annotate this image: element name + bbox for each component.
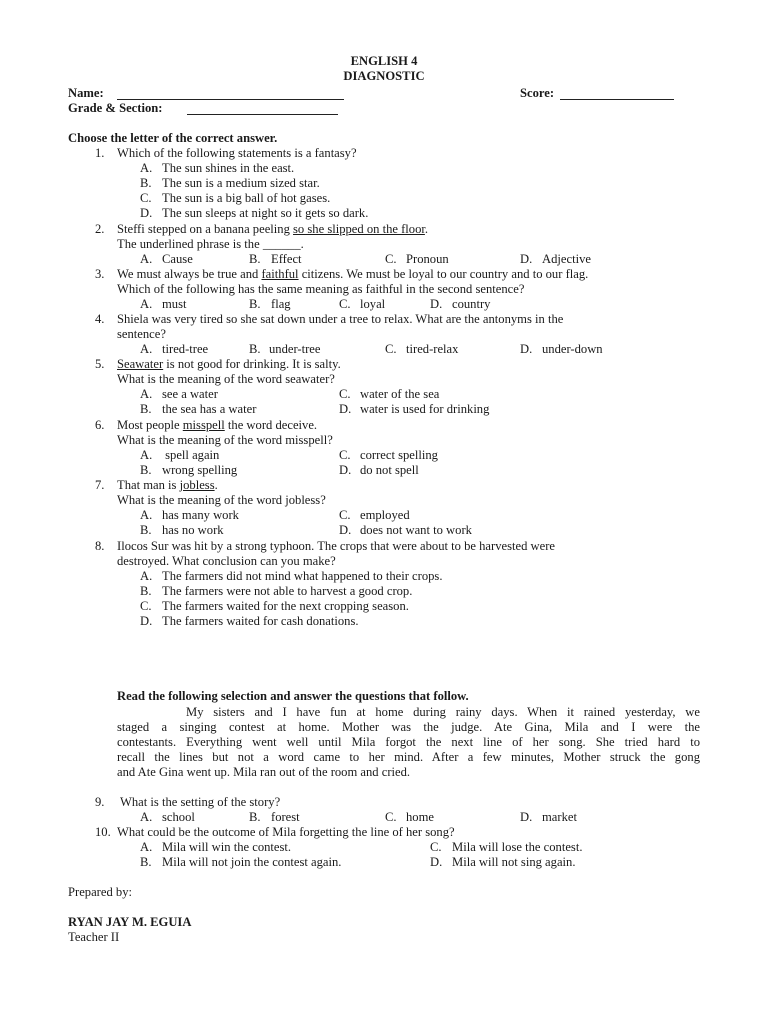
q4-option-text: tired-relax <box>406 342 459 356</box>
q4-option-text: under-down <box>542 342 603 356</box>
q9-text: What is the setting of the story? <box>120 795 281 809</box>
q1-option-letter: B. <box>140 176 152 190</box>
q4-option-letter: A. <box>140 342 153 356</box>
q3-number: 3. <box>95 267 105 281</box>
passage-line: staged a singing contest at home. Mother was the judge. Ate Gina, Mila and I were the <box>117 720 700 734</box>
q7-option-letter: C. <box>339 508 351 522</box>
q6-option-text: spell again <box>162 448 220 462</box>
q9-option-letter: A. <box>140 810 153 824</box>
q6-option-letter: D. <box>339 463 352 477</box>
q7-text-after: . <box>214 478 218 492</box>
q7-option-letter: D. <box>339 523 352 537</box>
q8-option-letter: C. <box>140 599 152 613</box>
q5-option-letter: D. <box>339 402 352 416</box>
q4-option-letter: D. <box>520 342 533 356</box>
document-subtitle: DIAGNOSTIC <box>343 69 425 83</box>
q4-option-text: tired-tree <box>162 342 209 356</box>
q3-option-letter: D. <box>430 297 443 311</box>
q2-option-letter: A. <box>140 252 153 266</box>
q4-option-letter: B. <box>249 342 261 356</box>
q6-number: 6. <box>95 418 105 432</box>
q2-option-letter: B. <box>249 252 261 266</box>
q5-option-letter: A. <box>140 387 153 401</box>
q7-option-text: has many work <box>162 508 239 522</box>
q10-option-letter: B. <box>140 855 152 869</box>
q3-text-before: We must always be true and <box>117 267 262 281</box>
q2-line2: The underlined phrase is the ______. <box>117 237 304 251</box>
q6-text-after: the word deceive. <box>224 418 318 432</box>
q9-number: 9. <box>95 795 105 809</box>
q6-option-letter: C. <box>339 448 351 462</box>
q4-line1: Shiela was very tired so she sat down under a tree to relax. What are the antonyms in the <box>117 312 564 326</box>
q3-option-text: country <box>452 297 491 311</box>
q1-option-text: The sun is a big ball of hot gases. <box>162 191 331 205</box>
q1-option-letter: A. <box>140 161 153 175</box>
q2-text-after: . <box>424 222 429 236</box>
q2-option-text: Pronoun <box>406 252 449 266</box>
passage-line: My sisters and I have fun at home during rainy days. When it rained yesterday, we <box>186 705 700 719</box>
passage-line: and Ate Gina went up. Mila ran out of the room and cried. <box>117 765 411 779</box>
q5-option-text: the sea has a water <box>162 402 257 416</box>
teacher-title: Teacher II <box>68 930 120 944</box>
q2-number: 2. <box>95 222 105 236</box>
q4-option-letter: C. <box>385 342 397 356</box>
q10-option-text: Mila will win the contest. <box>162 840 292 854</box>
part2-instruction: Read the following selection and answer the questions that follow. <box>117 689 469 703</box>
q8-option-text: The farmers did not mind what happened to their crops. <box>162 569 443 583</box>
q7-line2: What is the meaning of the word jobless? <box>117 493 326 507</box>
q8-option-letter: A. <box>140 569 153 583</box>
q10-option-letter: D. <box>430 855 443 869</box>
q10-option-text: Mila will not join the contest again. <box>162 855 342 869</box>
q2-text <box>117 222 428 237</box>
q2-option-text: Effect <box>271 252 302 266</box>
name-field[interactable] <box>117 99 344 100</box>
prepared-by-label: Prepared by: <box>68 885 132 899</box>
q5-text-after: is not good for drinking. It is salty. <box>163 357 341 371</box>
q5-option-letter: C. <box>339 387 351 401</box>
q3-option-text: must <box>162 297 187 311</box>
q9-option-text: home <box>406 810 434 824</box>
q1-option-text: The sun shines in the east. <box>162 161 295 175</box>
passage-line: recall the lines but not a word came to her mind. After a few minutes, Mother struck the gong <box>117 750 700 764</box>
name-label: Name: <box>68 86 104 100</box>
q5-number: 5. <box>95 357 105 371</box>
q5-underlined-word: Seawater <box>117 357 164 371</box>
grade-section-label: Grade & Section: <box>68 101 163 115</box>
q9-option-letter: B. <box>249 810 261 824</box>
q8-line1: Ilocos Sur was hit by a strong typhoon. The crops that were about to be harvested were <box>117 539 555 553</box>
q6-option-text: do not spell <box>360 463 419 477</box>
q1-text: Which of the following statements is a fantasy? <box>117 146 357 160</box>
q9-option-letter: D. <box>520 810 533 824</box>
q8-option-text: The farmers waited for the next cropping season. <box>162 599 409 613</box>
q10-option-text: Mila will lose the contest. <box>452 840 583 854</box>
q6-underlined-word: misspell <box>182 418 225 432</box>
q3-option-letter: A. <box>140 297 153 311</box>
q5-option-text: water of the sea <box>360 387 440 401</box>
q7-text <box>117 478 218 493</box>
q3-option-text: flag <box>271 297 291 311</box>
q5-text <box>117 357 341 372</box>
q7-underlined-word: jobless <box>179 478 215 492</box>
q1-number: 1. <box>95 146 105 160</box>
score-label: Score: <box>520 86 555 100</box>
q1-option-text: The sun is a medium sized star. <box>162 176 320 190</box>
q6-line2: What is the meaning of the word misspell? <box>117 433 333 447</box>
q1-option-letter: C. <box>140 191 152 205</box>
document-title: ENGLISH 4 <box>350 54 418 68</box>
q7-option-letter: A. <box>140 508 153 522</box>
q6-option-text: correct spelling <box>360 448 438 462</box>
q6-option-letter: A. <box>140 448 153 462</box>
q8-option-text: The farmers were not able to harvest a good crop. <box>162 584 413 598</box>
score-field[interactable] <box>560 99 674 100</box>
q2-underlined-phrase: so she slipped on the floor <box>293 222 425 236</box>
q10-number: 10. <box>95 825 111 839</box>
q10-text: What could be the outcome of Mila forgetting the line of her song? <box>117 825 455 839</box>
q7-option-letter: B. <box>140 523 152 537</box>
q5-option-text: water is used for drinking <box>360 402 490 416</box>
q9-option-text: school <box>162 810 195 824</box>
q4-option-text: under-tree <box>269 342 321 356</box>
teacher-name: RYAN JAY M. EGUIA <box>68 915 192 929</box>
q3-option-letter: C. <box>339 297 351 311</box>
q7-option-text: does not want to work <box>360 523 472 537</box>
q8-line2: destroyed. What conclusion can you make? <box>117 554 336 568</box>
q10-option-text: Mila will not sing again. <box>452 855 576 869</box>
q8-option-text: The farmers waited for cash donations. <box>162 614 359 628</box>
q3-option-letter: B. <box>249 297 261 311</box>
q1-option-letter: D. <box>140 206 153 220</box>
q2-option-letter: C. <box>385 252 397 266</box>
q7-number: 7. <box>95 478 105 492</box>
q2-option-text: Cause <box>162 252 193 266</box>
grade-section-field[interactable] <box>187 114 338 115</box>
q7-option-text: employed <box>360 508 410 522</box>
passage-line: contestants. Everything went well until Mila forgot the next line of her song. She tried hard to <box>117 735 700 749</box>
q4-number: 4. <box>95 312 105 326</box>
q5-option-text: see a water <box>162 387 218 401</box>
q3-text-after: citizens. We must be loyal to our country and to our flag. <box>298 267 589 281</box>
q5-line2: What is the meaning of the word seawater? <box>117 372 335 386</box>
q7-option-text: has no work <box>162 523 224 537</box>
q6-text <box>117 418 317 433</box>
q2-option-text: Adjective <box>542 252 591 266</box>
q9-option-text: market <box>542 810 577 824</box>
q2-option-letter: D. <box>520 252 533 266</box>
q10-option-letter: A. <box>140 840 153 854</box>
q7-text-before: That man is <box>117 478 180 492</box>
q10-option-letter: C. <box>430 840 442 854</box>
q8-number: 8. <box>95 539 105 553</box>
q6-text-before: Most people <box>117 418 183 432</box>
q6-option-letter: B. <box>140 463 152 477</box>
q9-option-letter: C. <box>385 810 397 824</box>
q8-option-letter: B. <box>140 584 152 598</box>
q8-option-letter: D. <box>140 614 153 628</box>
q2-text-before: Steffi stepped on a banana peeling <box>117 222 294 236</box>
q5-option-letter: B. <box>140 402 152 416</box>
q4-line2: sentence? <box>117 327 166 341</box>
q3-option-text: loyal <box>360 297 386 311</box>
part1-instruction: Choose the letter of the correct answer. <box>68 131 278 145</box>
q3-text <box>117 267 588 282</box>
q1-option-text: The sun sleeps at night so it gets so dark. <box>162 206 369 220</box>
q3-line2: Which of the following has the same meaning as faithful in the second sentence? <box>117 282 525 296</box>
q3-underlined-word: faithful <box>261 267 299 281</box>
q6-option-text: wrong spelling <box>162 463 238 477</box>
q9-option-text: forest <box>271 810 300 824</box>
